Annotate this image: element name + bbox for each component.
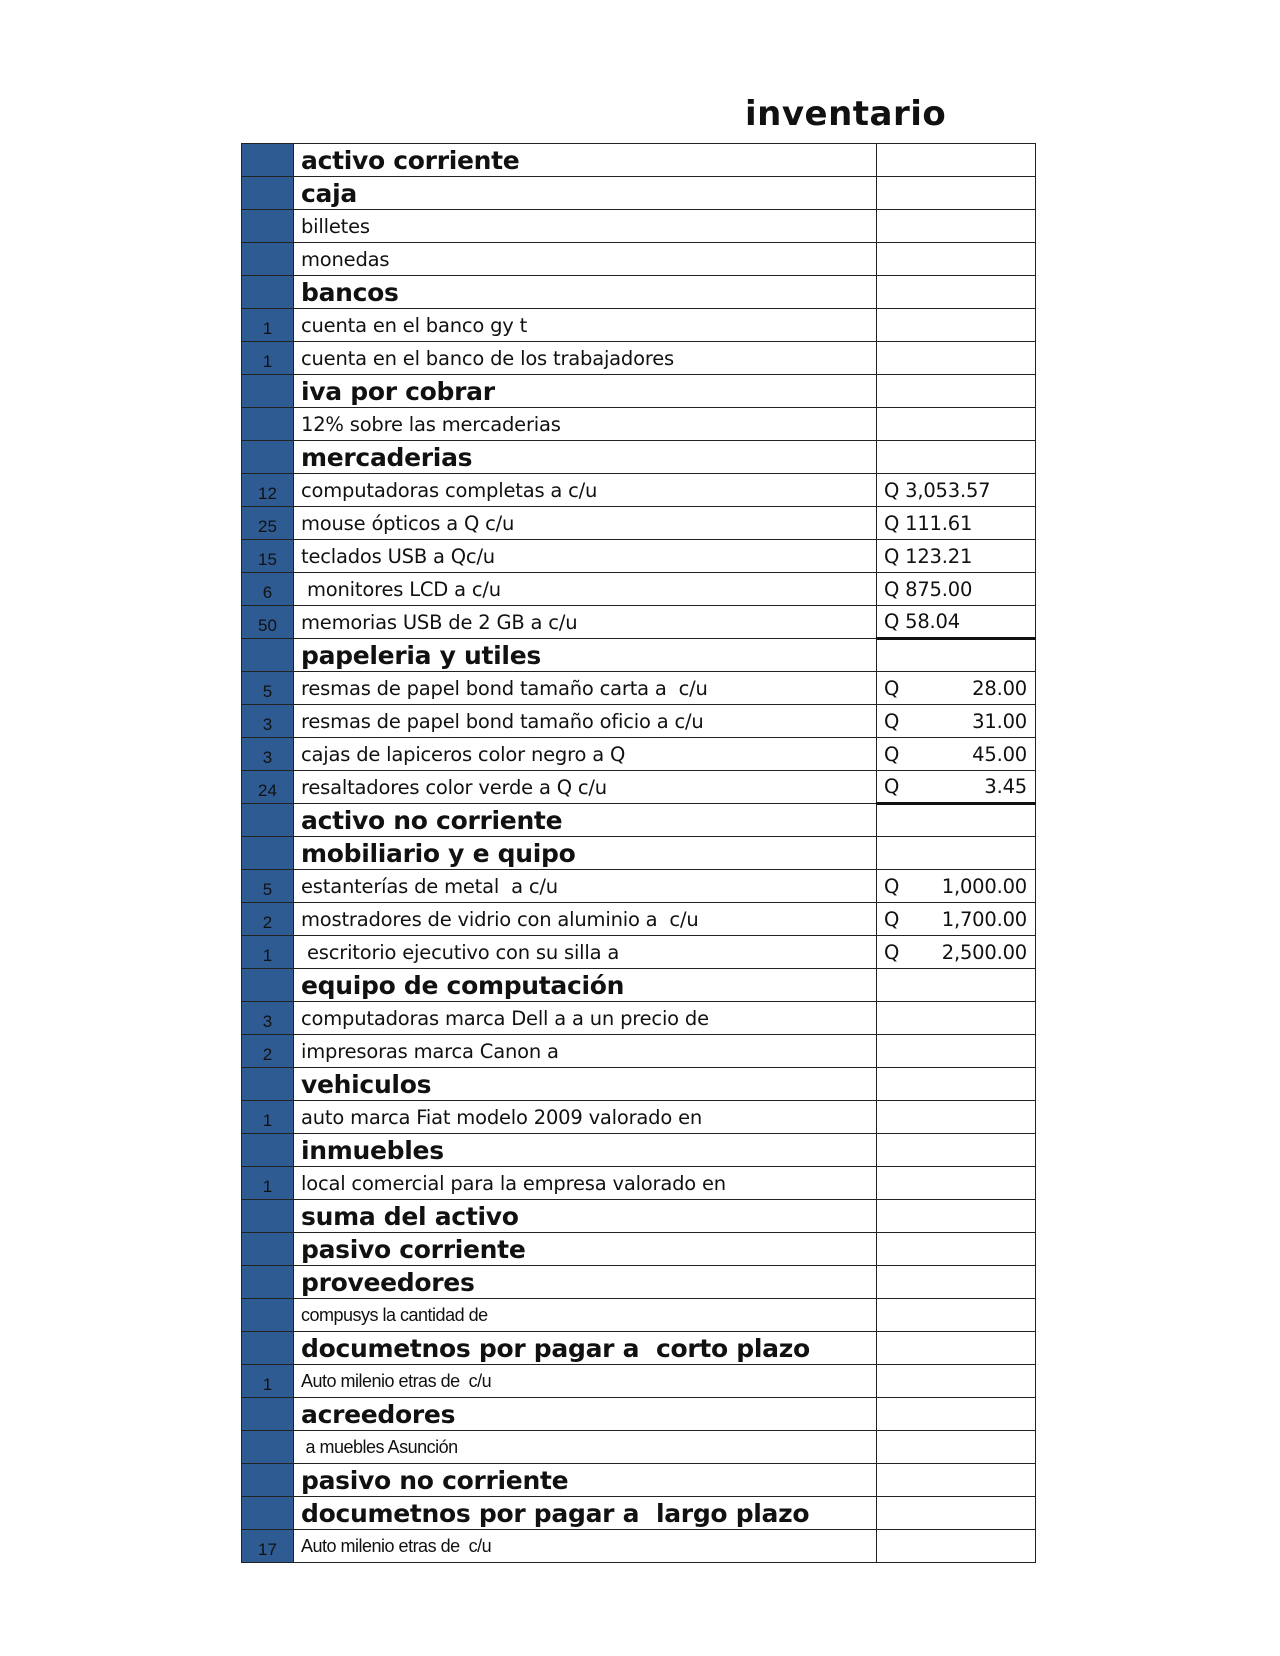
price-cell[interactable] (877, 1299, 1036, 1332)
price-amount-wrapper (884, 908, 1027, 931)
quantity-cell[interactable] (242, 1464, 294, 1497)
description-cell[interactable]: teclados USB a Qc/u (294, 540, 877, 573)
quantity-cell[interactable] (242, 1431, 294, 1464)
price-amount-wrapper (884, 743, 1027, 766)
quantity-cell[interactable]: 1 (242, 309, 294, 342)
quantity-cell[interactable]: 6 (242, 573, 294, 606)
price-cell[interactable] (877, 1464, 1036, 1497)
quantity-cell[interactable] (242, 210, 294, 243)
table-row (242, 606, 1036, 639)
price-cell[interactable] (877, 1035, 1036, 1068)
page-title: inventario (745, 96, 947, 132)
description-cell[interactable]: local comercial para la empresa valorado en (294, 1167, 877, 1200)
price-amount: 31.00 (972, 709, 1027, 733)
currency-symbol: Q (884, 940, 900, 964)
quantity-cell[interactable]: 24 (242, 771, 294, 804)
description-cell[interactable]: billetes (294, 210, 877, 243)
table-row (242, 243, 1036, 276)
quantity-cell[interactable] (242, 1398, 294, 1431)
description-cell[interactable]: Auto milenio etras de c/u (294, 1365, 877, 1398)
quantity-cell[interactable] (242, 969, 294, 1002)
description-cell[interactable]: mobiliario y e quipo (294, 837, 877, 870)
price-amount: 1,700.00 (941, 907, 1027, 931)
price-cell[interactable] (877, 705, 1036, 738)
quantity-cell[interactable] (242, 1200, 294, 1233)
table-row (242, 1200, 1036, 1233)
price-cell[interactable]: Q 123.21 (877, 540, 1036, 573)
table-row (242, 375, 1036, 408)
table-row (242, 1530, 1036, 1563)
price-cell[interactable] (877, 342, 1036, 375)
price-cell[interactable]: Q 111.61 (877, 507, 1036, 540)
price-cell[interactable] (877, 1365, 1036, 1398)
quantity-cell[interactable] (242, 144, 294, 177)
table-row (242, 1464, 1036, 1497)
price-amount-wrapper (884, 775, 1027, 798)
table-row (242, 705, 1036, 738)
quantity-cell[interactable]: 50 (242, 606, 294, 639)
price-cell[interactable] (877, 837, 1036, 870)
quantity-cell[interactable]: 3 (242, 705, 294, 738)
quantity-cell[interactable]: 1 (242, 1167, 294, 1200)
description-cell[interactable]: escritorio ejecutivo con su silla a (294, 936, 877, 969)
description-cell[interactable]: computadoras marca Dell a a un precio de (294, 1002, 877, 1035)
table-row (242, 1365, 1036, 1398)
inventory-table-body (242, 144, 1036, 1563)
quantity-cell[interactable]: 1 (242, 936, 294, 969)
price-cell[interactable]: Q 3,053.57 (877, 474, 1036, 507)
table-row (242, 870, 1036, 903)
table-row (242, 1497, 1036, 1530)
table-row (242, 969, 1036, 1002)
table-row (242, 1431, 1036, 1464)
price-cell[interactable] (877, 738, 1036, 771)
table-row (242, 1398, 1036, 1431)
table-row (242, 1167, 1036, 1200)
table-row (242, 573, 1036, 606)
quantity-cell[interactable]: 15 (242, 540, 294, 573)
price-cell[interactable] (877, 804, 1036, 837)
description-cell[interactable]: compusys la cantidad de (294, 1299, 877, 1332)
description-cell[interactable]: cuenta en el banco de los trabajadores (294, 342, 877, 375)
description-cell[interactable]: acreedores (294, 1398, 877, 1431)
description-cell[interactable]: pasivo corriente (294, 1233, 877, 1266)
table-row (242, 1035, 1036, 1068)
table-row (242, 1134, 1036, 1167)
description-cell[interactable]: caja (294, 177, 877, 210)
table-row (242, 1002, 1036, 1035)
quantity-cell[interactable] (242, 441, 294, 474)
table-row (242, 540, 1036, 573)
currency-symbol: Q (884, 874, 900, 898)
description-cell[interactable]: Auto milenio etras de c/u (294, 1530, 877, 1563)
description-cell[interactable]: activo no corriente (294, 804, 877, 837)
currency-symbol: Q (884, 907, 900, 931)
table-row (242, 903, 1036, 936)
quantity-cell[interactable] (242, 1332, 294, 1365)
quantity-cell[interactable]: 1 (242, 342, 294, 375)
quantity-cell[interactable] (242, 804, 294, 837)
description-cell[interactable]: a muebles Asunción (294, 1431, 877, 1464)
price-cell[interactable] (877, 1497, 1036, 1530)
table-row (242, 804, 1036, 837)
description-cell[interactable]: mercaderias (294, 441, 877, 474)
description-cell[interactable]: equipo de computación (294, 969, 877, 1002)
price-cell[interactable] (877, 1266, 1036, 1299)
table-row (242, 177, 1036, 210)
price-cell[interactable] (877, 1002, 1036, 1035)
quantity-cell[interactable]: 1 (242, 1365, 294, 1398)
quantity-cell[interactable]: 2 (242, 903, 294, 936)
price-cell[interactable] (877, 1530, 1036, 1563)
price-cell[interactable]: Q 58.04 (877, 606, 1036, 639)
price-amount-wrapper (884, 875, 1027, 898)
price-cell[interactable] (877, 672, 1036, 705)
quantity-cell[interactable]: 5 (242, 870, 294, 903)
description-cell[interactable]: mostradores de vidrio con aluminio a c/u (294, 903, 877, 936)
price-cell[interactable] (877, 1101, 1036, 1134)
table-row (242, 507, 1036, 540)
price-amount-wrapper (884, 677, 1027, 700)
price-cell[interactable]: Q 875.00 (877, 573, 1036, 606)
currency-symbol: Q (884, 676, 900, 700)
description-cell[interactable]: 12% sobre las mercaderias (294, 408, 877, 441)
description-cell[interactable]: vehiculos (294, 1068, 877, 1101)
price-cell[interactable] (877, 1134, 1036, 1167)
price-cell[interactable] (877, 903, 1036, 936)
currency-symbol: Q (884, 742, 900, 766)
table-row (242, 144, 1036, 177)
inventory-table (241, 143, 1036, 1563)
quantity-cell[interactable] (242, 177, 294, 210)
table-row (242, 441, 1036, 474)
description-cell[interactable]: cuenta en el banco gy t (294, 309, 877, 342)
quantity-cell[interactable] (242, 276, 294, 309)
price-cell[interactable] (877, 771, 1036, 804)
description-cell[interactable]: memorias USB de 2 GB a c/u (294, 606, 877, 639)
description-cell[interactable]: auto marca Fiat modelo 2009 valorado en (294, 1101, 877, 1134)
description-cell[interactable]: monedas (294, 243, 877, 276)
quantity-cell[interactable] (242, 243, 294, 276)
quantity-cell[interactable]: 5 (242, 672, 294, 705)
table-row (242, 1068, 1036, 1101)
price-cell[interactable] (877, 969, 1036, 1002)
price-cell[interactable] (877, 1431, 1036, 1464)
price-cell[interactable] (877, 210, 1036, 243)
quantity-cell[interactable]: 25 (242, 507, 294, 540)
quantity-cell[interactable] (242, 1299, 294, 1332)
price-cell[interactable] (877, 1068, 1036, 1101)
table-row (242, 936, 1036, 969)
description-cell[interactable]: resmas de papel bond tamaño carta a c/u (294, 672, 877, 705)
description-cell[interactable]: mouse ópticos a Q c/u (294, 507, 877, 540)
price-amount-wrapper (884, 710, 1027, 733)
price-amount: 2,500.00 (941, 940, 1027, 964)
description-cell[interactable]: inmuebles (294, 1134, 877, 1167)
table-row (242, 309, 1036, 342)
table-row (242, 474, 1036, 507)
currency-symbol: Q (884, 709, 900, 733)
description-cell[interactable]: documetnos por pagar a largo plazo (294, 1497, 877, 1530)
price-cell[interactable] (877, 1167, 1036, 1200)
price-amount: 3.45 (984, 775, 1027, 798)
quantity-cell[interactable] (242, 1266, 294, 1299)
price-cell[interactable] (877, 276, 1036, 309)
table-row (242, 1101, 1036, 1134)
price-cell[interactable] (877, 1332, 1036, 1365)
price-cell[interactable] (877, 870, 1036, 903)
description-cell[interactable]: cajas de lapiceros color negro a Q (294, 738, 877, 771)
table-row (242, 408, 1036, 441)
quantity-cell[interactable] (242, 408, 294, 441)
price-cell[interactable] (877, 243, 1036, 276)
price-amount: 28.00 (972, 676, 1027, 700)
quantity-cell[interactable] (242, 1497, 294, 1530)
quantity-cell[interactable]: 2 (242, 1035, 294, 1068)
quantity-cell[interactable]: 1 (242, 1101, 294, 1134)
description-cell[interactable]: proveedores (294, 1266, 877, 1299)
price-amount-wrapper (884, 941, 1027, 964)
table-row (242, 639, 1036, 672)
currency-symbol: Q (884, 775, 900, 798)
price-cell[interactable] (877, 177, 1036, 210)
description-cell[interactable]: estanterías de metal a c/u (294, 870, 877, 903)
quantity-cell[interactable]: 17 (242, 1530, 294, 1563)
price-cell[interactable] (877, 1233, 1036, 1266)
table-row (242, 672, 1036, 705)
description-cell[interactable]: impresoras marca Canon a (294, 1035, 877, 1068)
quantity-cell[interactable]: 12 (242, 474, 294, 507)
table-row (242, 342, 1036, 375)
description-cell[interactable]: monitores LCD a c/u (294, 573, 877, 606)
quantity-cell[interactable]: 3 (242, 738, 294, 771)
price-amount: 1,000.00 (941, 874, 1027, 898)
price-cell[interactable] (877, 1398, 1036, 1431)
description-cell[interactable]: resaltadores color verde a Q c/u (294, 771, 877, 804)
price-cell[interactable] (877, 144, 1036, 177)
price-cell[interactable] (877, 639, 1036, 672)
price-cell[interactable] (877, 441, 1036, 474)
quantity-cell[interactable] (242, 1068, 294, 1101)
table-row (242, 738, 1036, 771)
table-row (242, 1299, 1036, 1332)
price-amount: 45.00 (972, 742, 1027, 766)
description-cell[interactable]: computadoras completas a c/u (294, 474, 877, 507)
table-row (242, 1332, 1036, 1365)
price-cell[interactable] (877, 408, 1036, 441)
quantity-cell[interactable] (242, 375, 294, 408)
quantity-cell[interactable] (242, 837, 294, 870)
description-cell[interactable]: activo corriente (294, 144, 877, 177)
quantity-cell[interactable]: 3 (242, 1002, 294, 1035)
table-row (242, 1233, 1036, 1266)
description-cell[interactable]: suma del activo (294, 1200, 877, 1233)
description-cell[interactable]: documetnos por pagar a corto plazo (294, 1332, 877, 1365)
description-cell[interactable]: resmas de papel bond tamaño oficio a c/u (294, 705, 877, 738)
quantity-cell[interactable] (242, 1233, 294, 1266)
description-cell[interactable]: iva por cobrar (294, 375, 877, 408)
quantity-cell[interactable] (242, 1134, 294, 1167)
price-cell[interactable] (877, 375, 1036, 408)
table-row (242, 771, 1036, 804)
table-row (242, 276, 1036, 309)
description-cell[interactable]: papeleria y utiles (294, 639, 877, 672)
description-cell[interactable]: pasivo no corriente (294, 1464, 877, 1497)
quantity-cell[interactable] (242, 639, 294, 672)
price-cell[interactable] (877, 309, 1036, 342)
table-row (242, 210, 1036, 243)
table-row (242, 1266, 1036, 1299)
price-cell[interactable] (877, 1200, 1036, 1233)
price-cell[interactable] (877, 936, 1036, 969)
description-cell[interactable]: bancos (294, 276, 877, 309)
table-row (242, 837, 1036, 870)
